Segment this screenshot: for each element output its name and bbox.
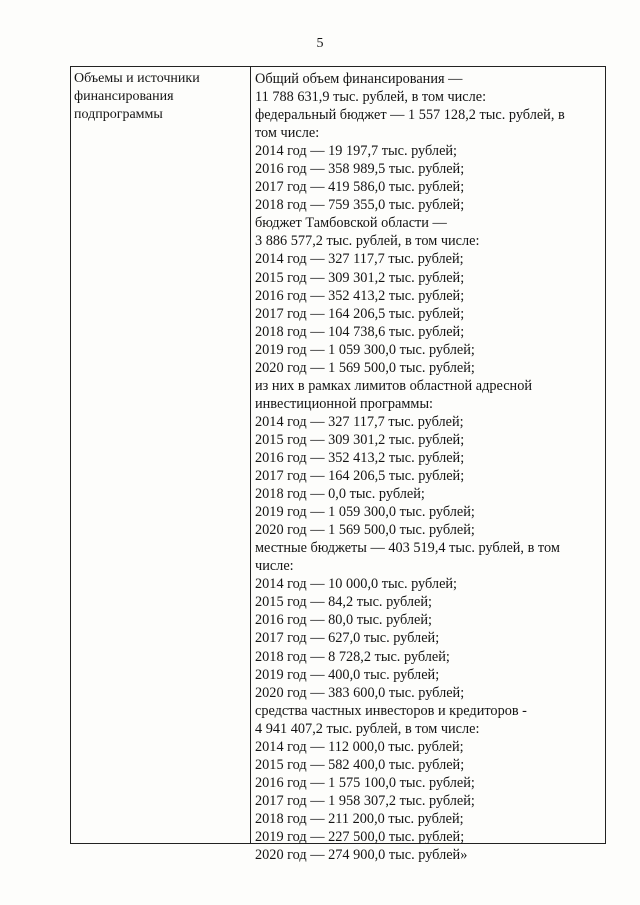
financing-line: 2015 год — 582 400,0 тыс. рублей; bbox=[255, 756, 465, 773]
financing-line: бюджет Тамбовской области — bbox=[255, 215, 447, 232]
column-divider bbox=[250, 66, 251, 844]
table-right-border bbox=[605, 66, 606, 844]
financing-line: 2017 год — 164 206,5 тыс. рублей; bbox=[255, 305, 465, 322]
financing-line: 2015 год — 309 301,2 тыс. рублей; bbox=[255, 269, 465, 286]
financing-line: 2018 год — 8 728,2 тыс. рублей; bbox=[255, 648, 450, 665]
financing-line: Общий объем финансирования — bbox=[255, 71, 463, 87]
financing-line: 2020 год — 1 569 500,0 тыс. рублей; bbox=[255, 522, 475, 539]
financing-line: 2018 год — 104 738,6 тыс. рублей; bbox=[255, 323, 465, 340]
financing-line: 2017 год — 627,0 тыс. рублей; bbox=[255, 630, 440, 647]
financing-line: 2016 год — 358 989,5 тыс. рублей; bbox=[255, 161, 465, 178]
financing-line: 2017 год — 1 958 307,2 тыс. рублей; bbox=[255, 792, 475, 809]
financing-line: 2019 год — 1 059 300,0 тыс. рублей; bbox=[255, 341, 475, 358]
row-heading-line: финансирования bbox=[74, 89, 174, 105]
table-left-border bbox=[70, 66, 71, 844]
financing-line: 2018 год — 211 200,0 тыс. рублей; bbox=[255, 810, 464, 827]
financing-line: 2017 год — 419 586,0 тыс. рублей; bbox=[255, 179, 465, 196]
financing-line: местные бюджеты — 403 519,4 тыс. рублей, в том bbox=[255, 540, 560, 557]
financing-line: 2014 год — 327 117,7 тыс. рублей; bbox=[255, 251, 464, 268]
financing-line: 2014 год — 10 000,0 тыс. рублей; bbox=[255, 576, 458, 593]
financing-line: 2019 год — 400,0 тыс. рублей; bbox=[255, 666, 440, 683]
financing-line: 2017 год — 164 206,5 тыс. рублей; bbox=[255, 468, 465, 485]
financing-table bbox=[70, 66, 606, 864]
financing-line: 2019 год — 227 500,0 тыс. рублей; bbox=[255, 828, 465, 845]
financing-line: федеральный бюджет — 1 557 128,2 тыс. рублей, в bbox=[255, 107, 565, 124]
financing-line: средства частных инвесторов и кредиторов - bbox=[255, 702, 527, 719]
financing-line: 2018 год — 0,0 тыс. рублей; bbox=[255, 486, 425, 503]
table-top-border bbox=[70, 66, 606, 67]
row-heading-line: подпрограммы bbox=[74, 107, 163, 123]
financing-line: 2018 год — 759 355,0 тыс. рублей; bbox=[255, 197, 465, 214]
financing-line: 4 941 407,2 тыс. рублей, в том числе: bbox=[255, 720, 480, 737]
financing-line: 2015 год — 309 301,2 тыс. рублей; bbox=[255, 431, 465, 448]
financing-line: инвестиционной программы: bbox=[255, 395, 434, 412]
financing-line: из них в рамках лимитов областной адресной bbox=[255, 377, 533, 394]
row-heading-line: Объемы и источники bbox=[74, 71, 200, 86]
financing-line: 2015 год — 84,2 тыс. рублей; bbox=[255, 594, 433, 611]
financing-line: числе: bbox=[255, 558, 294, 575]
financing-line: 2016 год — 352 413,2 тыс. рублей; bbox=[255, 287, 465, 304]
page-number: 5 bbox=[316, 36, 324, 51]
financing-line: 2020 год — 383 600,0 тыс. рублей; bbox=[255, 684, 465, 701]
financing-line: 2014 год — 327 117,7 тыс. рублей; bbox=[255, 413, 464, 430]
financing-line: 2016 год — 80,0 тыс. рублей; bbox=[255, 612, 433, 629]
financing-line: 2019 год — 1 059 300,0 тыс. рублей; bbox=[255, 504, 475, 521]
financing-line: 2014 год — 112 000,0 тыс. рублей; bbox=[255, 738, 464, 755]
financing-line: том числе: bbox=[255, 125, 320, 142]
financing-line: 2016 год — 1 575 100,0 тыс. рублей; bbox=[255, 774, 475, 791]
financing-line: 2016 год — 352 413,2 тыс. рублей; bbox=[255, 449, 465, 466]
financing-details-cell bbox=[255, 70, 600, 864]
financing-line: 3 886 577,2 тыс. рублей, в том числе: bbox=[255, 233, 480, 250]
financing-line: 2020 год — 1 569 500,0 тыс. рублей; bbox=[255, 359, 475, 376]
financing-line: 11 788 631,9 тыс. рублей, в том числе: bbox=[255, 89, 487, 106]
financing-line: 2014 год — 19 197,7 тыс. рублей; bbox=[255, 143, 458, 160]
row-heading-cell bbox=[74, 70, 242, 125]
financing-line: 2020 год — 274 900,0 тыс. рублей» bbox=[255, 847, 468, 864]
